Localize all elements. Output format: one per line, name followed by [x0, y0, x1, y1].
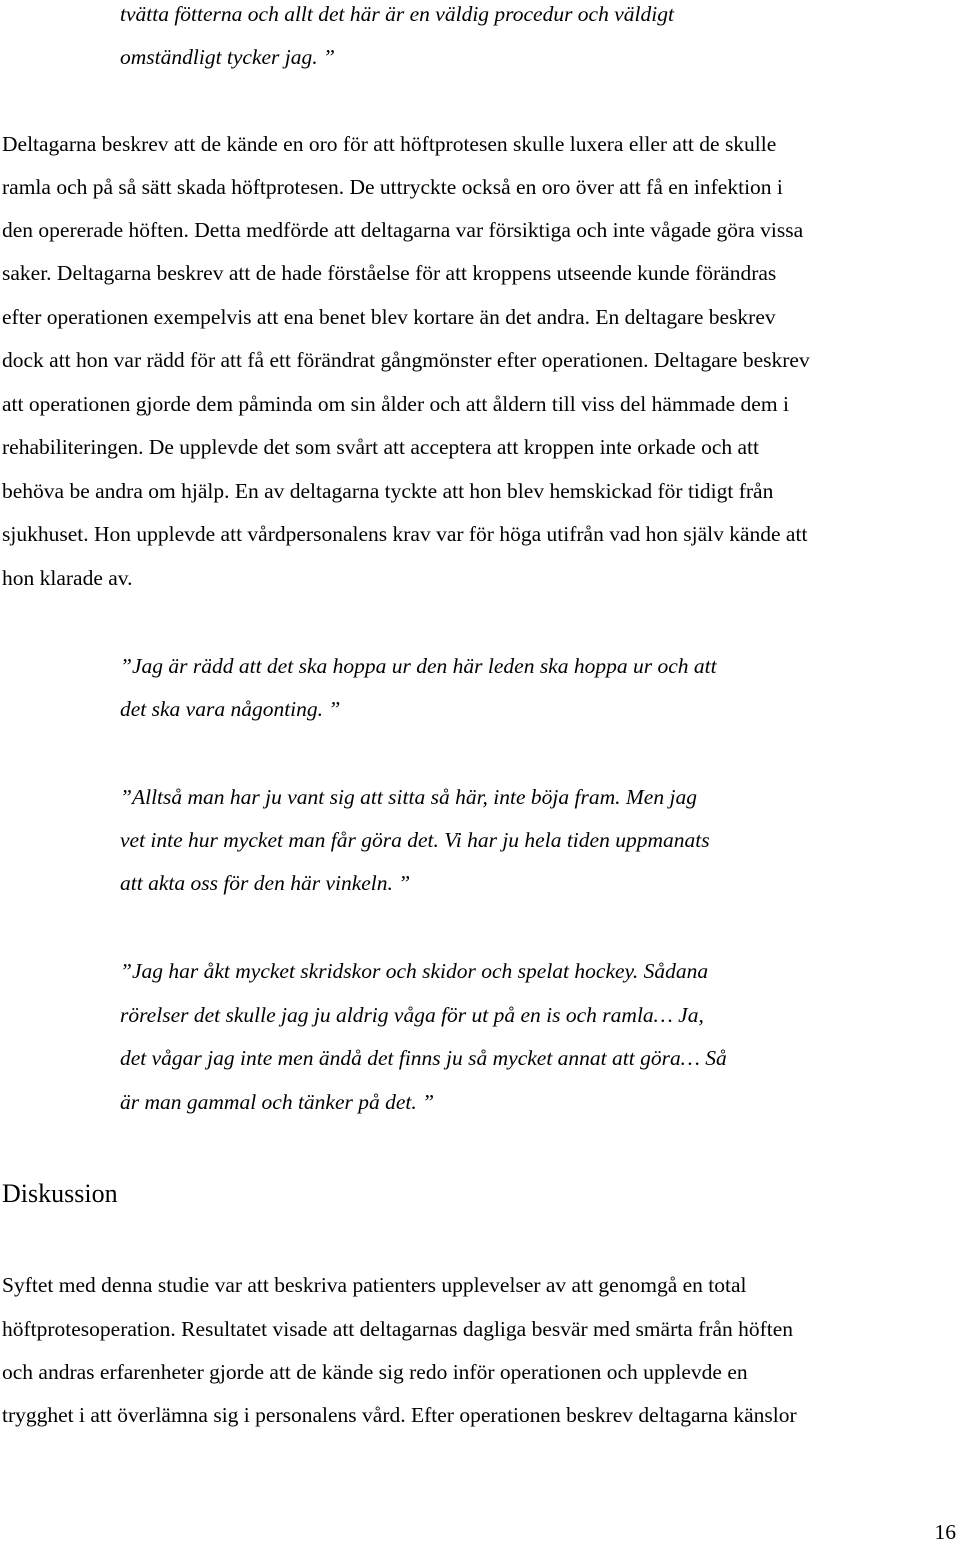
quote-line: ”Alltså man har ju vant sig att sitta så här, inte böja fram. Men jag — [120, 785, 697, 809]
quote-line: vet inte hur mycket man får göra det. Vi har ju hela tiden uppmanats — [120, 828, 710, 852]
section-heading: Diskussion — [2, 1179, 118, 1208]
paragraph-line: saker. Deltagarna beskrev att de hade förståelse för att kroppens utseende kunde förändras — [2, 261, 777, 285]
quote-line: omständligt tycker jag. ” — [120, 45, 335, 69]
paragraph-line: behöva be andra om hjälp. En av deltagarna tyckte att hon blev hemskickad för tidigt från — [2, 479, 774, 503]
quote-line: är man gammal och tänker på det. ” — [120, 1090, 435, 1114]
quote-line: ”Jag är rädd att det ska hoppa ur den här leden ska hoppa ur och att — [120, 654, 717, 678]
paragraph-line: Deltagarna beskrev att de kände en oro för att höftprotesen skulle luxera eller att de skulle — [2, 132, 777, 156]
quote-line: tvätta fötterna och allt det här är en väldig procedur och väldigt — [120, 2, 674, 26]
page-number: 16 — [934, 1520, 956, 1544]
paragraph-line: hon klarade av. — [2, 566, 133, 590]
quote-line: ”Jag har åkt mycket skridskor och skidor och spelat hockey. Sådana — [120, 959, 709, 983]
paragraph-line: trygghet i att överlämna sig i personalens vård. Efter operationen beskrev deltagarna känslor — [2, 1403, 797, 1427]
paragraph-line: rehabiliteringen. De upplevde det som svårt att acceptera att kroppen inte orkade och att — [2, 435, 759, 459]
paragraph-line: sjukhuset. Hon upplevde att vårdpersonalens krav var för höga utifrån vad hon själv kände att — [2, 522, 808, 546]
quote-line: rörelser det skulle jag ju aldrig våga för ut på en is och ramla… Ja, — [120, 1003, 704, 1027]
paragraph-line: höftprotesoperation. Resultatet visade att deltagarnas dagliga besvär med smärta från höften — [2, 1317, 794, 1341]
paragraph-line: den opererade höften. Detta medförde att deltagarna var försiktiga och inte vågade göra vissa — [2, 218, 804, 242]
quote-line: att akta oss för den här vinkeln. ” — [120, 871, 411, 895]
paragraph-line: efter operationen exempelvis att ena benet blev kortare än det andra. En deltagare beskrev — [2, 305, 776, 329]
quote-line: det ska vara någonting. ” — [120, 697, 341, 721]
paragraph-line: Syftet med denna studie var att beskriva patienters upplevelser av att genomgå en total — [2, 1273, 747, 1297]
paragraph-line: att operationen gjorde dem påminda om sin ålder och att åldern till viss del hämmade dem i — [2, 392, 789, 416]
quote-line: det vågar jag inte men ändå det finns ju så mycket annat att göra… Så — [120, 1046, 727, 1070]
paragraph-line: dock att hon var rädd för att få ett förändrat gångmönster efter operationen. Deltagare beskrev — [2, 348, 810, 372]
paragraph-line: och andras erfarenheter gjorde att de kände sig redo inför operationen och upplevde en — [2, 1360, 748, 1384]
paragraph-line: ramla och på så sätt skada höftprotesen. De uttryckte också en oro över att få en infektion i — [2, 175, 783, 199]
